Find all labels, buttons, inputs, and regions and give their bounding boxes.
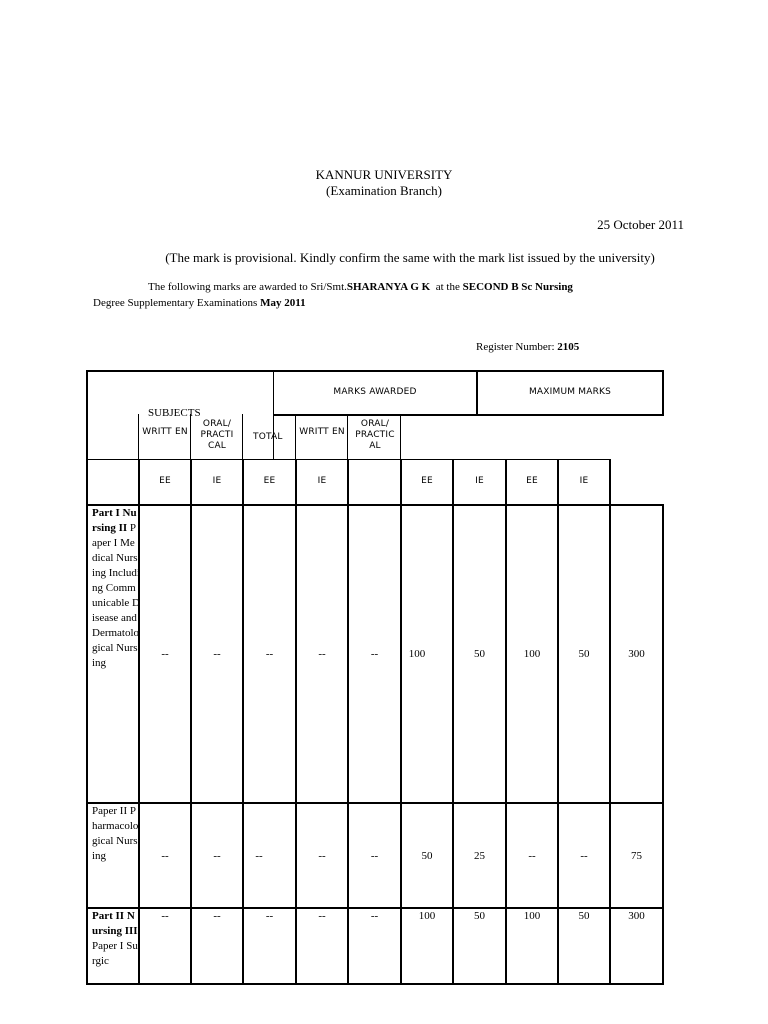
max-total-value: 300 (628, 648, 645, 660)
mark-value: -- (370, 648, 379, 660)
max-mark-value: 50 (578, 910, 590, 922)
university-title: KANNUR UNIVERSITY (315, 167, 453, 182)
register-label: Register Number: (476, 341, 555, 353)
oral-practical-header: ORAL/ PRACTI CAL (200, 419, 234, 451)
max-mark-value: -- (528, 850, 536, 862)
mark-value: -- (161, 648, 169, 660)
mark-value: -- (318, 648, 326, 660)
max-mark-value: 100 (523, 648, 541, 660)
intro-prefix: The following marks are awarded to Sri/Smt. (148, 281, 347, 293)
ee-ie-label: IE (212, 476, 222, 486)
max-mark-value: 25 (474, 850, 485, 862)
subject-name: Paper I Surgic (92, 940, 138, 967)
max-mark-value: -- (580, 850, 588, 862)
marks-awarded-header: MARKS AWARDED (333, 387, 417, 397)
document-date: 25 October 2011 (597, 217, 684, 232)
mark-value: -- (213, 648, 221, 660)
intro-line-2 (93, 297, 306, 309)
course-name: SECOND B Sc Nursing (462, 281, 573, 293)
ee-ie-label: EE (159, 476, 171, 486)
ee-ie-label: EE (421, 476, 433, 486)
intro-mid: at the (435, 281, 460, 293)
mark-value: -- (213, 850, 221, 862)
subject-name: Paper II Pharmacological Nursing (92, 805, 139, 862)
mark-value: -- (318, 910, 326, 922)
ee-ie-label: IE (317, 476, 327, 486)
intro-exam: Degree Supplementary Examinations (93, 297, 258, 309)
ee-ie-label: EE (263, 476, 276, 486)
max-mark-value: 100 (418, 910, 436, 922)
max-total-value: 300 (628, 910, 645, 922)
provisional-notice: (The mark is provisional. Kindly confirm the same with the mark list issued by the university) (165, 250, 655, 265)
mark-value: -- (370, 910, 379, 922)
branch-subtitle: (Examination Branch) (326, 183, 442, 198)
register-value: 2105 (557, 341, 580, 353)
written-header-2: WRITT EN (299, 427, 345, 437)
exam-session: May 2011 (260, 297, 306, 309)
max-mark-value: 100 (408, 648, 426, 660)
register-number (476, 341, 579, 353)
subject-name: Paper I Medical Nursing Including Communicable Disease and Dermatological Nursing (92, 522, 140, 669)
ee-ie-label: IE (475, 476, 484, 486)
mark-value: -- (213, 910, 221, 922)
oral-practical-header-2: ORAL/ PRACTIC AL (355, 419, 395, 451)
max-mark-value: 50 (474, 648, 485, 660)
ee-ie-label: IE (579, 476, 589, 486)
subject-cell (92, 804, 140, 864)
ee-ie-label: EE (526, 476, 538, 486)
subject-cell (92, 506, 140, 671)
mark-value: -- (265, 648, 274, 660)
subjects-header: SUBJECTS (148, 407, 201, 419)
mark-value: -- (161, 850, 169, 862)
maximum-marks-header: MAXIMUM MARKS (528, 387, 612, 397)
student-name: SHARANYA G K (346, 281, 431, 293)
mark-value: -- (370, 850, 379, 862)
subject-part: Part I Nursing II (92, 507, 137, 534)
mark-value: -- (265, 910, 274, 922)
max-mark-value: 50 (421, 850, 433, 862)
subject-cell (92, 909, 140, 969)
mark-value: -- (161, 910, 169, 922)
max-mark-value: 100 (523, 910, 541, 922)
total-header: TOTAL (253, 432, 283, 442)
mark-value: -- (255, 850, 263, 862)
max-mark-value: 50 (578, 648, 590, 660)
subject-part: Part II Nursing III (92, 910, 138, 937)
mark-value: -- (318, 850, 326, 862)
intro-line-1 (148, 281, 573, 293)
max-mark-value: 50 (474, 910, 485, 922)
written-header: WRITT EN (142, 427, 188, 437)
max-total-value: 75 (631, 850, 642, 862)
